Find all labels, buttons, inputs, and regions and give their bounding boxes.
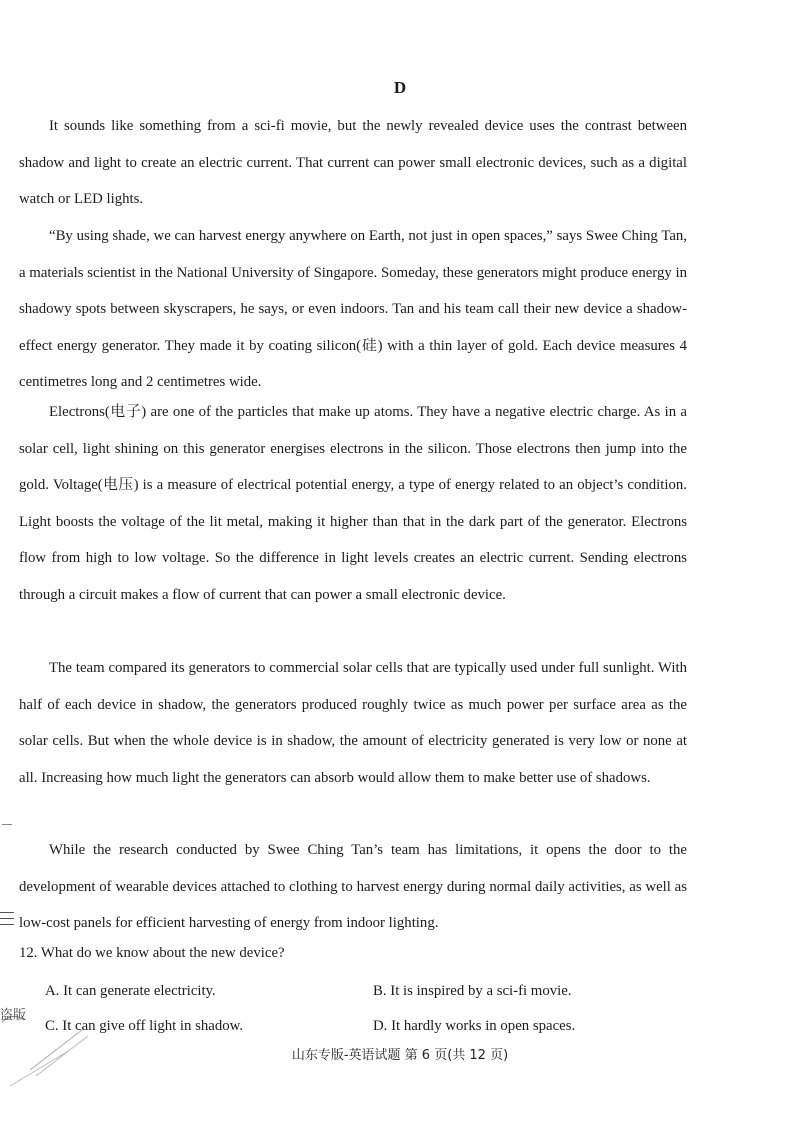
option-b: B. It is inspired by a sci-fi movie. — [373, 983, 572, 999]
page-footer: 山东专版-英语试题 第 6 页(共 12 页) — [291, 1048, 509, 1063]
watermark-stamp: 盗版 — [0, 1008, 27, 1023]
option-a: A. It can generate electricity. — [45, 983, 216, 999]
option-d: D. It hardly works in open spaces. — [373, 1018, 576, 1034]
margin-mark — [2, 824, 12, 825]
passage-paragraph-3: Electrons(电子) are one of the particles that make up atoms. They have a negative electric charge. As in a solar cell, light shining on this generator energises electrons in the silicon. Those electrons then jump into the gold. Voltage(电压) is a measure of electrical potential energy, a type of energy related to an object’s condition. Light boosts the voltage of the lit metal, making it higher than that in the dark part of the generator. Electrons flow from high to low voltage. So the difference in light levels creates an electric current. Sending electrons through a circuit makes a flow of current that can power a small electronic device. — [19, 404, 687, 603]
section-heading: D — [393, 78, 407, 97]
passage-paragraph-1: It sounds like something from a sci-fi movie, but the newly revealed device uses the contrast between shadow and light to create an electric current. That current can power small electronic devices, such as a digital watch or LED lights. — [19, 118, 687, 208]
passage-paragraph-5: While the research conducted by Swee Ching Tan’s team has limitations, it opens the door to the development of wearable devices attached to clothing to harvest energy during normal daily activities, as well as low-cost panels for efficient harvesting of energy from indoor lighting. — [19, 842, 687, 932]
option-c: C. It can give off light in shadow. — [45, 1018, 244, 1034]
passage-paragraph-2: “By using shade, we can harvest energy anywhere on Earth, not just in open spaces,” says Swee Ching Tan, a materials scientist in the National University of Singapore. Someday, these generators might produce energy in shadowy spots between skyscrapers, he says, or even indoors. Tan and his team call their new device a shadow-effect energy generator. They made it by coating silicon(硅) with a thin layer of gold. Each device measures 4 centimetres long and 2 centimetres wide. — [19, 228, 687, 391]
question-12: 12. What do we know about the new device? — [19, 945, 285, 961]
margin-lines-mark — [0, 912, 14, 930]
passage-paragraph-4: The team compared its generators to commercial solar cells that are typically used under full sunlight. With half of each device in shadow, the generators produced roughly twice as much power per surface area as the solar cells. But when the whole device is in shadow, the amount of electricity generated is very low or none at all. Increasing how much light the generators can absorb would allow them to make better use of shadows. — [19, 660, 687, 786]
